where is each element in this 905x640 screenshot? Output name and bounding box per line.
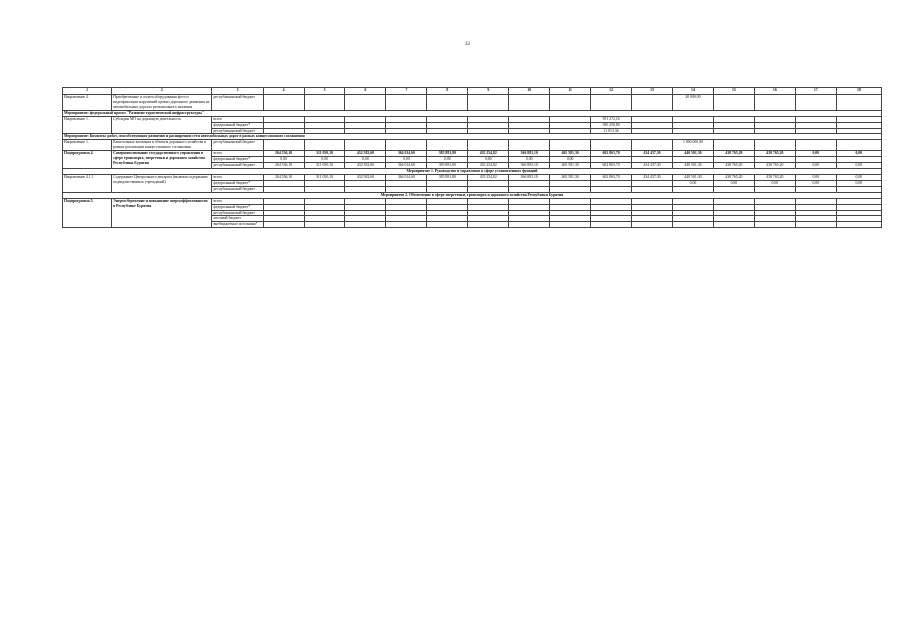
header-cell: 8 bbox=[427, 88, 468, 95]
amount-cell: 364 014,60 bbox=[386, 174, 427, 180]
amount-cell: 435 254,82 bbox=[468, 163, 509, 169]
header-cell: 6 bbox=[345, 88, 386, 95]
amount-cell: 0,00 bbox=[836, 180, 881, 186]
header-cell: 1 bbox=[63, 88, 112, 95]
row-code: Подпрограмма 5. bbox=[63, 198, 112, 228]
header-cell: 3 bbox=[212, 88, 263, 95]
amount-cell: 0,00 bbox=[795, 174, 836, 180]
funding-source: федеральный бюджет* bbox=[212, 157, 263, 163]
row-code: Направление 4.1.1 bbox=[63, 174, 112, 192]
amount-cell: 264 536,10 bbox=[263, 151, 304, 157]
amount-cell: 0,00 bbox=[713, 180, 754, 186]
funding-source: республиканский бюджет bbox=[212, 140, 263, 151]
amount-cell bbox=[672, 222, 713, 228]
amount-cell: 465 581,30 bbox=[550, 163, 591, 169]
amount-cell: 1 800 000,00 bbox=[672, 140, 713, 151]
header-cell: 15 bbox=[713, 88, 754, 95]
row-code: Направление 1. bbox=[63, 116, 112, 134]
amount-cell bbox=[427, 140, 468, 151]
amount-cell: 385 881,80 bbox=[427, 174, 468, 180]
funding-source: всего bbox=[212, 116, 263, 122]
amount-cell bbox=[713, 140, 754, 151]
amount-cell: 0,00 bbox=[468, 157, 509, 163]
row-name: Совершенствование государственного управления в сфере транспорта, энергетики и дорожного хозяйства Республики Бурятия bbox=[112, 151, 212, 169]
amount-cell: 0,00 bbox=[836, 174, 881, 180]
amount-cell: 385 881,80 bbox=[427, 163, 468, 169]
amount-cell: 435 254,82 bbox=[468, 151, 509, 157]
header-cell: 9 bbox=[468, 88, 509, 95]
amount-cell: 311 050,10 bbox=[304, 151, 345, 157]
amount-cell: 366 883,10 bbox=[509, 174, 550, 180]
amount-cell: 432 582,60 bbox=[345, 151, 386, 157]
amount-cell: 0,00 bbox=[836, 163, 881, 169]
amount-cell bbox=[795, 95, 836, 111]
amount-cell: 0,00 bbox=[795, 151, 836, 157]
amount-cell bbox=[754, 222, 795, 228]
amount-cell: 364 014,60 bbox=[386, 163, 427, 169]
amount-cell: 435 254,82 bbox=[468, 174, 509, 180]
amount-cell: 385 881,80 bbox=[427, 151, 468, 157]
amount-cell bbox=[836, 140, 881, 151]
funding-source: всего bbox=[212, 174, 263, 180]
amount-cell: 438 765,20 bbox=[754, 163, 795, 169]
amount-cell bbox=[754, 140, 795, 151]
amount-cell: 591 272,16 bbox=[591, 116, 632, 122]
amount-cell: 440 501,30 bbox=[672, 163, 713, 169]
amount-cell: 0,00 bbox=[509, 157, 550, 163]
header-row bbox=[63, 88, 882, 95]
amount-cell: 0,00 bbox=[550, 157, 591, 163]
amount-cell bbox=[795, 222, 836, 228]
amount-cell: 0,00 bbox=[386, 157, 427, 163]
amount-cell: 434 437,30 bbox=[632, 174, 673, 180]
funding-source: республиканский бюджет bbox=[212, 163, 263, 169]
amount-cell: 264 536,10 bbox=[263, 174, 304, 180]
section-title: Мероприятие 2. Обеспечение в сфере энергетики, транспорта и дорожного хозяйства Республики Бурятия bbox=[63, 192, 882, 198]
amount-cell: 434 437,30 bbox=[632, 163, 673, 169]
amount-cell bbox=[468, 95, 509, 111]
row-code: Направление 4. bbox=[63, 95, 112, 111]
amount-cell bbox=[713, 95, 754, 111]
amount-cell: 0,00 bbox=[795, 163, 836, 169]
amount-cell: 0,00 bbox=[795, 180, 836, 186]
header-cell: 7 bbox=[386, 88, 427, 95]
header-cell: 12 bbox=[591, 88, 632, 95]
page-number: 32 bbox=[465, 42, 470, 47]
header-cell: 4 bbox=[263, 88, 304, 95]
amount-cell bbox=[427, 222, 468, 228]
amount-cell: 0,00 bbox=[263, 157, 304, 163]
funding-source: всего bbox=[212, 151, 263, 157]
amount-cell: 432 582,60 bbox=[345, 163, 386, 169]
funding-source: республиканский бюджет bbox=[212, 186, 263, 192]
row-name: Субсидии МО на дорожную деятельность bbox=[112, 116, 212, 134]
amount-cell bbox=[713, 222, 754, 228]
budget-table bbox=[62, 87, 882, 228]
amount-cell: 311 050,10 bbox=[304, 174, 345, 180]
funding-source: местный бюджет bbox=[212, 216, 263, 222]
amount-cell bbox=[427, 95, 468, 111]
amount-cell: 438 765,20 bbox=[713, 174, 754, 180]
header-cell: 18 bbox=[836, 88, 881, 95]
amount-cell: 438 765,20 bbox=[713, 163, 754, 169]
amount-cell: 602 863,70 bbox=[591, 174, 632, 180]
section-title: Мероприятие: Комплекс работ, способствующих развитию и расширению сети автомобильных дорог в рамках концессионного соглашения bbox=[63, 134, 882, 140]
amount-cell: 580 258,80 bbox=[591, 122, 632, 128]
header-cell: 13 bbox=[632, 88, 673, 95]
funding-source: федеральный бюджет* bbox=[212, 204, 263, 210]
header-cell: 10 bbox=[509, 88, 550, 95]
row-code: Подпрограмма 4. bbox=[63, 151, 112, 169]
amount-cell: 0,00 bbox=[754, 180, 795, 186]
funding-source: всего bbox=[212, 198, 263, 204]
funding-source: внебюджетные источники* bbox=[212, 222, 263, 228]
amount-cell bbox=[550, 222, 591, 228]
amount-cell bbox=[632, 95, 673, 111]
amount-cell bbox=[304, 222, 345, 228]
amount-cell bbox=[509, 95, 550, 111]
amount-cell: 0,00 bbox=[427, 157, 468, 163]
amount-cell bbox=[632, 222, 673, 228]
amount-cell bbox=[795, 140, 836, 151]
amount-cell: 432 582,60 bbox=[345, 174, 386, 180]
amount-cell bbox=[591, 140, 632, 151]
section-title: Мероприятие: федеральный проект "Развитие туристической инфраструктуры" bbox=[63, 110, 882, 116]
amount-cell: 0,00 bbox=[304, 157, 345, 163]
amount-cell: 0,00 bbox=[836, 151, 881, 157]
amount-cell bbox=[591, 222, 632, 228]
funding-source: федеральный бюджет* bbox=[212, 122, 263, 128]
funding-source: республиканский бюджет bbox=[212, 210, 263, 216]
amount-cell bbox=[836, 222, 881, 228]
row-name: Капитальные вложения в объекты дорожного хозяйства в рамках реализации концессионного соглашения bbox=[112, 140, 212, 151]
amount-cell: 366 883,10 bbox=[509, 163, 550, 169]
amount-cell: 438 765,20 bbox=[713, 151, 754, 157]
amount-cell bbox=[509, 222, 550, 228]
row-name: Содержание Центрального аппарата (включая содержание подведомственных учреждений) bbox=[112, 174, 212, 192]
funding-source: республиканский бюджет bbox=[212, 128, 263, 134]
table-row bbox=[63, 140, 882, 151]
amount-cell bbox=[345, 140, 386, 151]
amount-cell bbox=[386, 95, 427, 111]
amount-cell: 311 050,10 bbox=[304, 163, 345, 169]
header-cell: 16 bbox=[754, 88, 795, 95]
amount-cell bbox=[591, 95, 632, 111]
amount-cell bbox=[345, 95, 386, 111]
amount-cell bbox=[386, 140, 427, 151]
amount-cell: 465 581,30 bbox=[550, 151, 591, 157]
amount-cell: 20 000,00 bbox=[672, 95, 713, 111]
amount-cell bbox=[263, 95, 304, 111]
header-cell: 17 bbox=[795, 88, 836, 95]
amount-cell: 438 765,20 bbox=[754, 151, 795, 157]
amount-cell bbox=[263, 140, 304, 151]
amount-cell bbox=[550, 95, 591, 111]
amount-cell: 602 863,70 bbox=[591, 151, 632, 157]
amount-cell bbox=[509, 140, 550, 151]
amount-cell bbox=[632, 140, 673, 151]
amount-cell: 434 437,30 bbox=[632, 151, 673, 157]
row-name: Приобретенные и оплата оборудования фото и видеофиксации нарушений правил дорожного движения на автомобильных дорогах регионального значения bbox=[112, 95, 212, 111]
amount-cell: 438 765,20 bbox=[754, 174, 795, 180]
header-cell: 2 bbox=[112, 88, 212, 95]
header-cell: 14 bbox=[672, 88, 713, 95]
amount-cell bbox=[304, 95, 345, 111]
amount-cell: 366 883,10 bbox=[509, 151, 550, 157]
amount-cell: 440 501,30 bbox=[672, 151, 713, 157]
amount-cell: 11 013,36 bbox=[591, 128, 632, 134]
amount-cell: 465 581,30 bbox=[550, 174, 591, 180]
funding-source: федеральный бюджет* bbox=[212, 180, 263, 186]
amount-cell: 264 536,10 bbox=[263, 163, 304, 169]
header-cell: 5 bbox=[304, 88, 345, 95]
amount-cell bbox=[550, 140, 591, 151]
amount-cell bbox=[468, 222, 509, 228]
amount-cell: 440 501,30 bbox=[672, 174, 713, 180]
amount-cell: 602 863,70 bbox=[591, 163, 632, 169]
row-name: Энергосбережение и повышение энергоэффективности в Республике Бурятия bbox=[112, 198, 212, 228]
amount-cell bbox=[468, 140, 509, 151]
amount-cell bbox=[836, 95, 881, 111]
amount-cell bbox=[754, 95, 795, 111]
amount-cell bbox=[386, 222, 427, 228]
table-row bbox=[63, 95, 882, 111]
section-title: Мероприятие 1. Руководство и управление в сфере установленных функций bbox=[63, 168, 882, 174]
amount-cell: 0,00 bbox=[672, 180, 713, 186]
amount-cell bbox=[345, 222, 386, 228]
amount-cell bbox=[263, 222, 304, 228]
funding-source: республиканский бюджет bbox=[212, 95, 263, 111]
header-cell: 11 bbox=[550, 88, 591, 95]
amount-cell: 0,00 bbox=[345, 157, 386, 163]
amount-cell bbox=[304, 140, 345, 151]
row-code: Направление 1. bbox=[63, 140, 112, 151]
amount-cell: 364 014,60 bbox=[386, 151, 427, 157]
